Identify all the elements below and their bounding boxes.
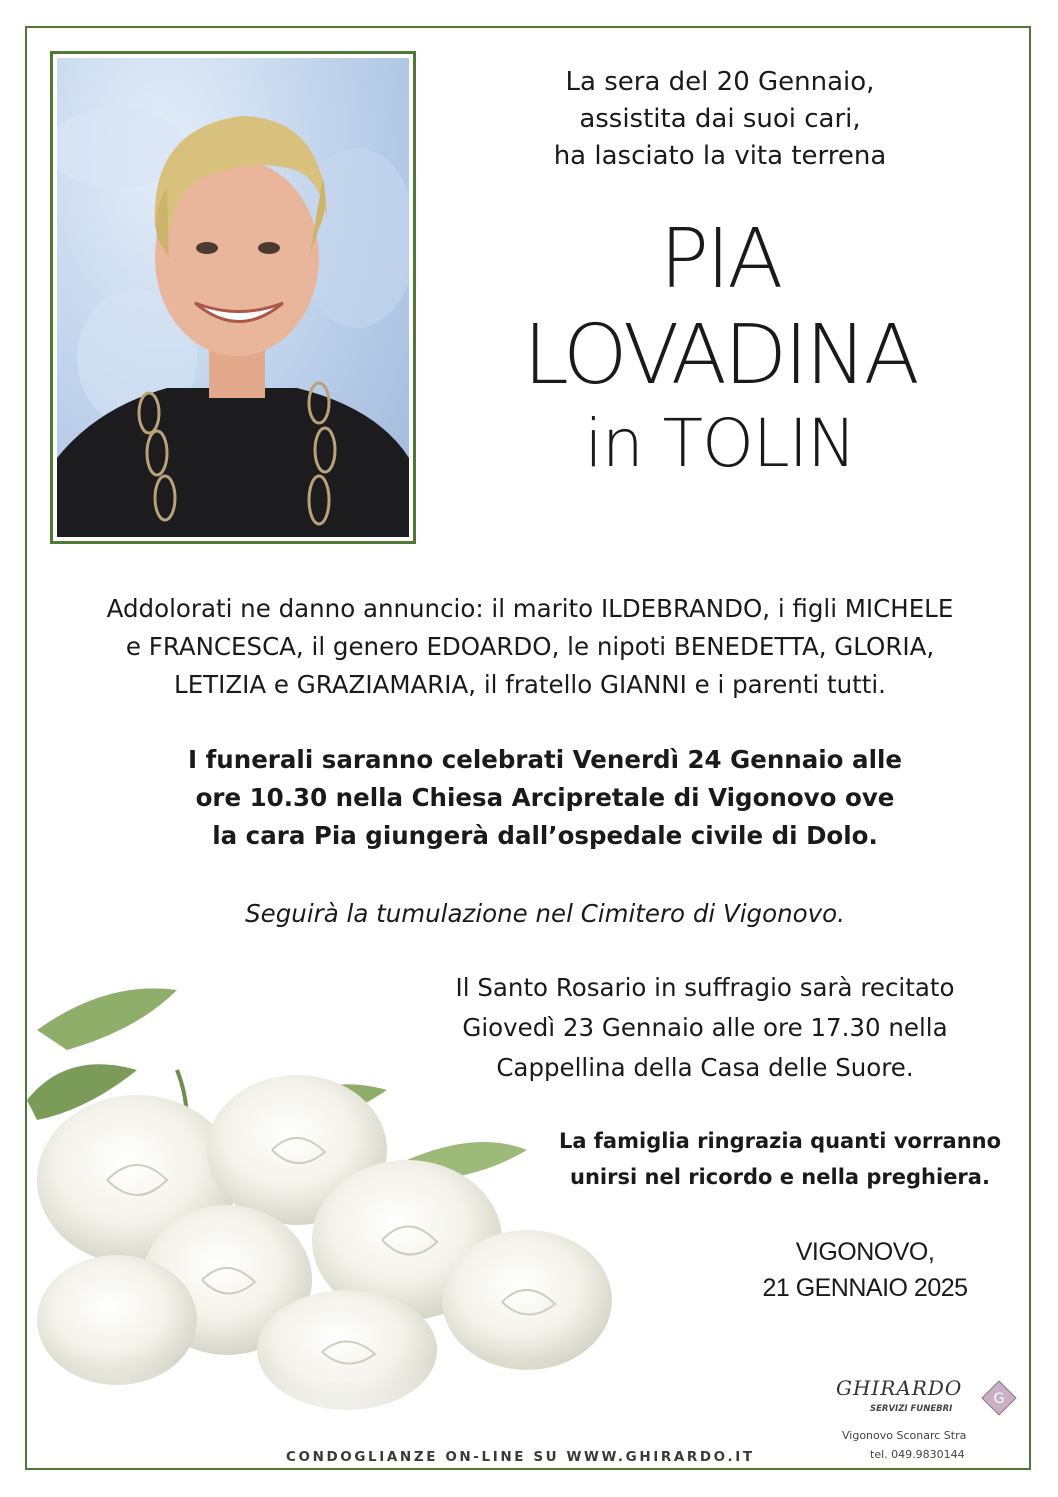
intro-text: [470, 64, 970, 175]
funeral-line: I funerali saranno celebrati Venerdì 24 Gennaio alle: [188, 745, 902, 774]
announcement-line: LETIZIA e GRAZIAMARIA, il fratello GIANNI e i parenti tutti.: [174, 670, 886, 699]
funeral-details: [55, 741, 1035, 855]
funeral-line: la cara Pia giungerà dall’ospedale civile di Dolo.: [212, 821, 878, 850]
announcement-text: [55, 590, 1005, 704]
place: VIGONOVO,: [795, 1238, 935, 1266]
thanks-line: unirsi nel ricordo e nella preghiera.: [570, 1165, 990, 1189]
place-date: [740, 1234, 990, 1306]
rosary-details: [420, 968, 990, 1088]
logo-address: Vigonovo Sconarc Stra: [842, 1429, 967, 1442]
rosary-line: Cappellina della Casa delle Suore.: [496, 1053, 914, 1082]
burial-note: Seguirà la tumulazione nel Cimitero di Vigonovo.: [245, 899, 845, 928]
first-name: PIA: [659, 212, 781, 307]
announcement-line: Addolorati ne danno annuncio: il marito ILDEBRANDO, i figli MICHELE: [106, 594, 954, 623]
rosary-line: Il Santo Rosario in suffragio sarà recitato: [455, 973, 955, 1002]
married-name: in TOLIN: [584, 405, 856, 482]
portrait-illustration: [57, 58, 409, 537]
date: 21 GENNAIO 2025: [762, 1274, 968, 1302]
intro-line: La sera del 20 Gennaio,: [565, 67, 875, 97]
thanks-line: La famiglia ringrazia quanti vorranno: [558, 1129, 1002, 1153]
intro-line: assistita dai suoi cari,: [579, 104, 861, 134]
last-name: LOVADINA: [523, 308, 917, 403]
portrait-photo: [57, 58, 409, 537]
funeral-line: ore 10.30 nella Chiesa Arcipretale di Vigonovo ove: [195, 783, 895, 812]
logo-badge-icon: [979, 1378, 1019, 1418]
logo-subtitle: SERVIZI FUNEBRI: [870, 1404, 953, 1414]
rosary-line: Giovedì 23 Gennaio alle ore 17.30 nella: [462, 1013, 948, 1042]
condolences-url: CONDOGLIANZE ON-LINE SU WWW.GHIRARDO.IT: [286, 1449, 755, 1465]
logo-phone: tel. 049.9830144: [870, 1448, 965, 1461]
logo-badge-letter: G: [993, 1391, 1005, 1407]
thanks-text: [520, 1123, 1040, 1195]
announcement-line: e FRANCESCA, il genero EDOARDO, le nipoti BENEDETTA, GLORIA,: [125, 632, 935, 661]
portrait-frame: [50, 51, 416, 544]
deceased-name: [470, 212, 970, 484]
logo-name: GHIRARDO: [836, 1376, 963, 1400]
funeral-home-logo: [832, 1374, 1032, 1464]
intro-line: ha lasciato la vita terrena: [553, 141, 887, 171]
